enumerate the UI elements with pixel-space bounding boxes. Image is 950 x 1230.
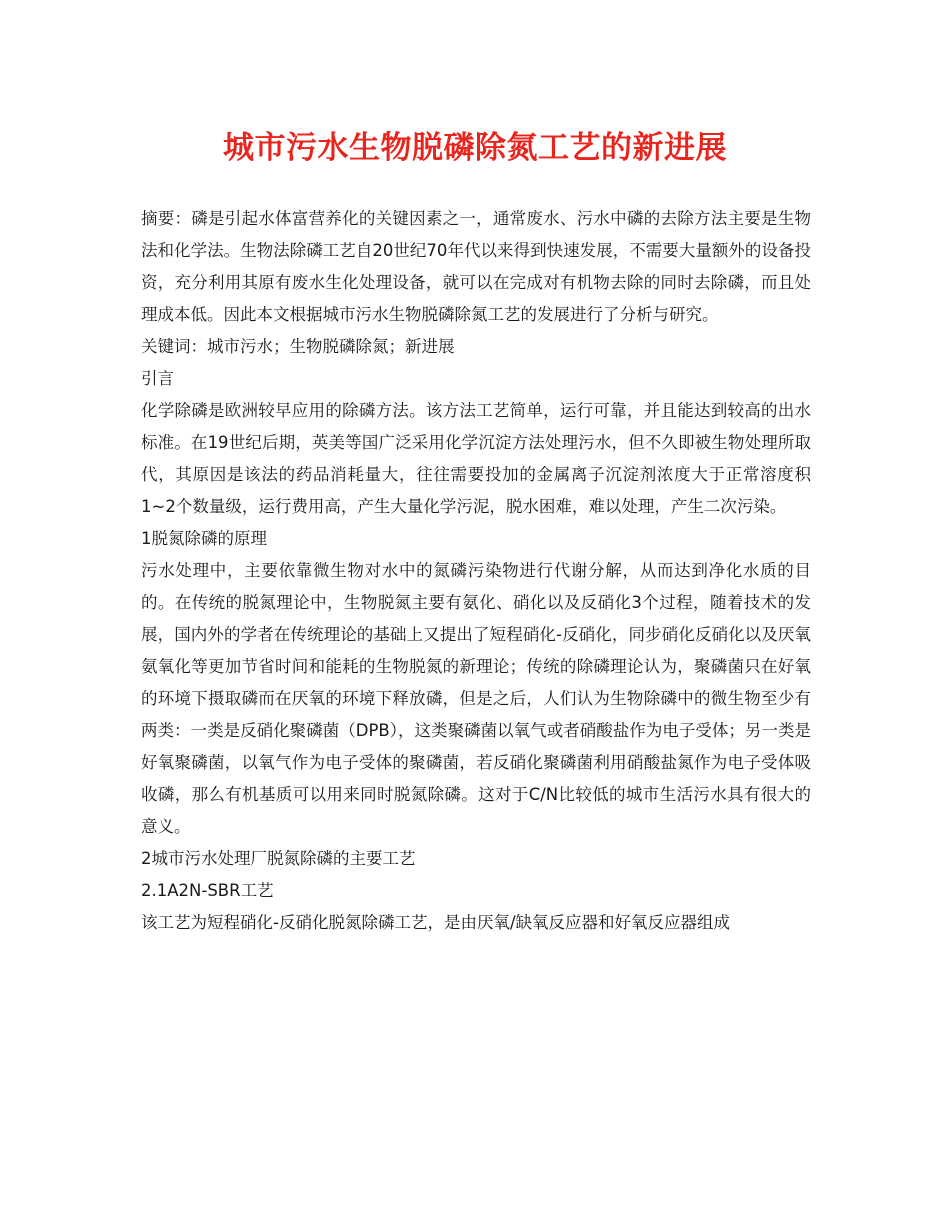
principle-paragraph: 污水处理中，主要依靠微生物对水中的氮磷污染物进行代谢分解，从而达到净化水质的目的。在传统的脱氮理论中，生物脱氮主要有氨化、硝化以及反硝化3个过程，随着技术的发展，国内外的学者在传统理论的基础上又提出了短程硝化-反硝化，同步硝化反硝化以及厌氧氨氧化等更加节省时间和能耗的生物脱氮的新理论；传统的除磷理论认为，聚磷菌只在好氧的环境下摄取磷而在厌氧的环境下释放磷，但是之后，人们认为生物除磷中的微生物至少有两类：一类是反硝化聚磷菌（DPB），这类聚磷菌以氧气或者硝酸盐作为电子受体；另一类是好氧聚磷菌，以氧气作为电子受体的聚磷菌，若反硝化聚磷菌利用硝酸盐氮作为电子受体吸收磷，那么有机基质可以用来同时脱氮除磷。这对于C/N比较低的城市生活污水具有很大的意义。	[141, 561, 811, 836]
process-paragraph: 该工艺为短程硝化-反硝化脱氮除磷工艺，是由厌氧/缺氧反应器和好氧反应器组成	[141, 913, 731, 932]
section-heading-1: 1脱氮除磷的原理	[141, 529, 267, 548]
keywords-line: 关键词：城市污水；生物脱磷除氮；新进展	[141, 337, 455, 356]
document-body	[141, 203, 811, 939]
document-title: 城市污水生物脱磷除氮工艺的新进展	[223, 130, 727, 166]
section-heading-2: 2城市污水处理厂脱氮除磷的主要工艺	[141, 849, 416, 868]
abstract-paragraph: 摘要：磷是引起水体富营养化的关键因素之一，通常废水、污水中磷的去除方法主要是生物法和化学法。生物法除磷工艺自20世纪70年代以来得到快速发展，不需要大量额外的设备投资，充分利用其原有废水生化处理设备，就可以在完成对有机物去除的同时去除磷，而且处理成本低。因此本文根据城市污水生物脱磷除氮工艺的发展进行了分析与研究。	[141, 209, 811, 324]
section-heading-introduction: 引言	[141, 369, 174, 388]
subsection-heading-2-1: 2.1A2N-SBR工艺	[141, 881, 274, 900]
introduction-paragraph: 化学除磷是欧洲较早应用的除磷方法。该方法工艺简单，运行可靠，并且能达到较高的出水标准。在19世纪后期，英美等国广泛采用化学沉淀方法处理污水，但不久即被生物处理所取代，其原因是该法的药品消耗量大，往往需要投加的金属离子沉淀剂浓度大于正常溶度积1~2个数量级，运行费用高，产生大量化学污泥，脱水困难，难以处理，产生二次污染。	[141, 401, 811, 516]
